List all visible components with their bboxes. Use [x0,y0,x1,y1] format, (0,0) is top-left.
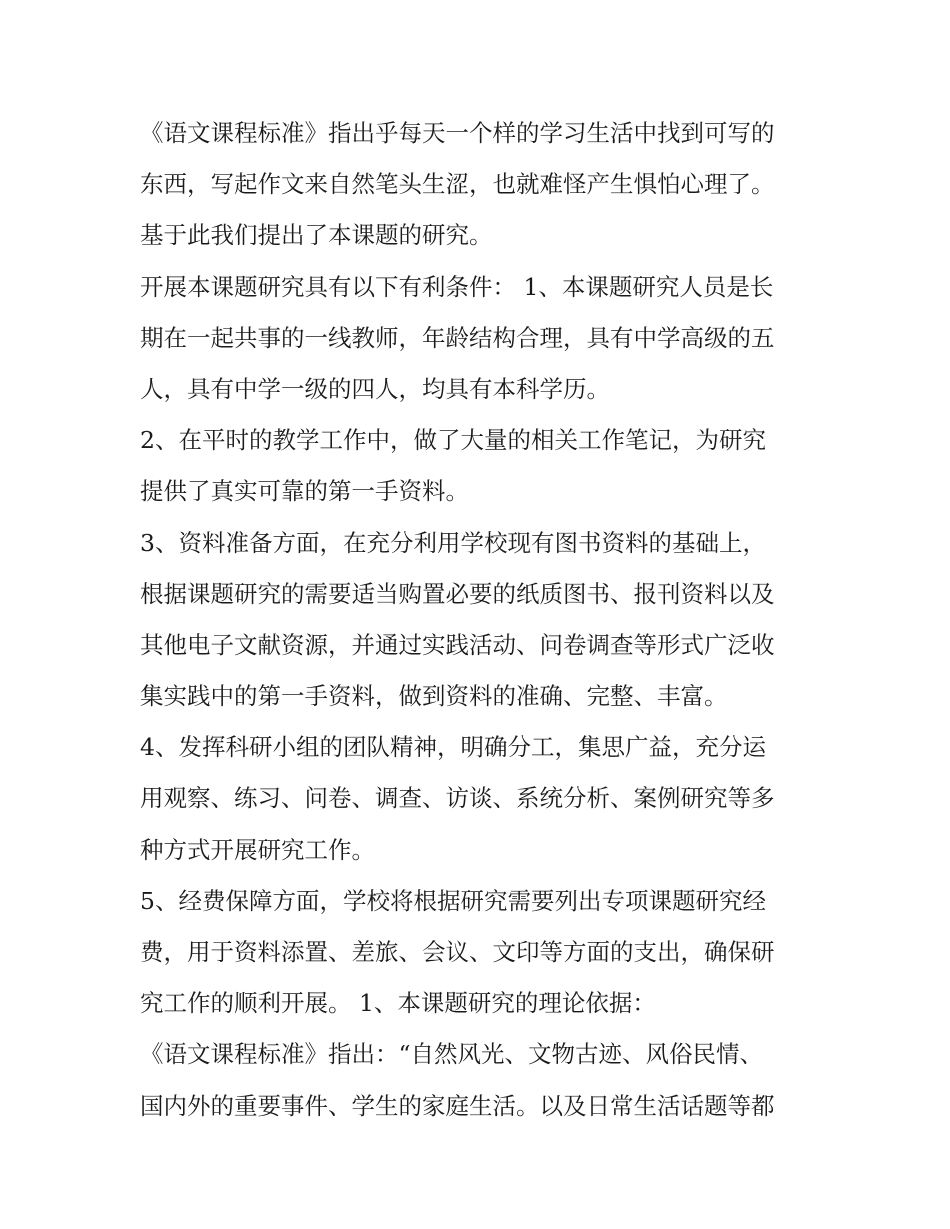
body-text [140,108,820,1132]
text-line-9: 3、资料准备方面，在充分利用学校现有图书资料的基础上， [140,528,766,557]
text-line-20: 国内外的重要事件、学生的家庭生活。以及日常生活话题等都 [140,1091,775,1120]
text-line-19: 《语文课程标准》指出：“自然风光、文物古迹、风俗民情、 [140,1040,764,1069]
text-line-1: 《语文课程标准》指出乎每天一个样的学习生活中找到可写的 [140,119,775,147]
text-line-4: 开展本课题研究具有以下有利条件： 1、本课题研究人员是长 [140,272,774,301]
text-line-6: 人，具有中学一级的四人，均具有本科学历。 [140,374,610,403]
text-line-13: 4、发挥科研小组的团队精神，明确分工，集思广益，充分运 [140,733,766,762]
text-line-15: 种方式开展研究工作。 [140,835,375,864]
text-line-8: 提供了真实可靠的第一手资料。 [140,477,469,506]
text-line-5: 期在一起共事的一线教师，年龄结构合理，具有中学高级的五 [140,323,775,352]
text-line-18: 究工作的顺利开展。 1、本课题研究的理论依据： [140,989,656,1018]
text-line-14: 用观察、练习、问卷、调查、访谈、系统分析、案例研究等多 [140,784,775,813]
text-line-10: 根据课题研究的需要适当购置必要的纸质图书、报刊资料以及 [140,579,775,608]
text-line-12: 集实践中的第一手资料，做到资料的准确、完整、丰富。 [140,682,728,711]
text-line-7: 2、在平时的教学工作中，做了大量的相关工作笔记，为研究 [140,426,766,455]
text-line-2: 东西，写起作文来自然笔头生涩，也就难怪产生惧怕心理了。 [140,170,775,199]
text-line-3: 基于此我们提出了本课题的研究。 [140,221,493,250]
text-line-11: 其他电子文献资源，并通过实践活动、问卷调查等形式广泛收 [140,630,775,659]
text-line-16: 5、经费保障方面，学校将根据研究需要列出专项课题研究经 [140,886,766,915]
text-line-17: 费，用于资料添置、差旅、会议、文印等方面的支出，确保研 [140,938,775,966]
